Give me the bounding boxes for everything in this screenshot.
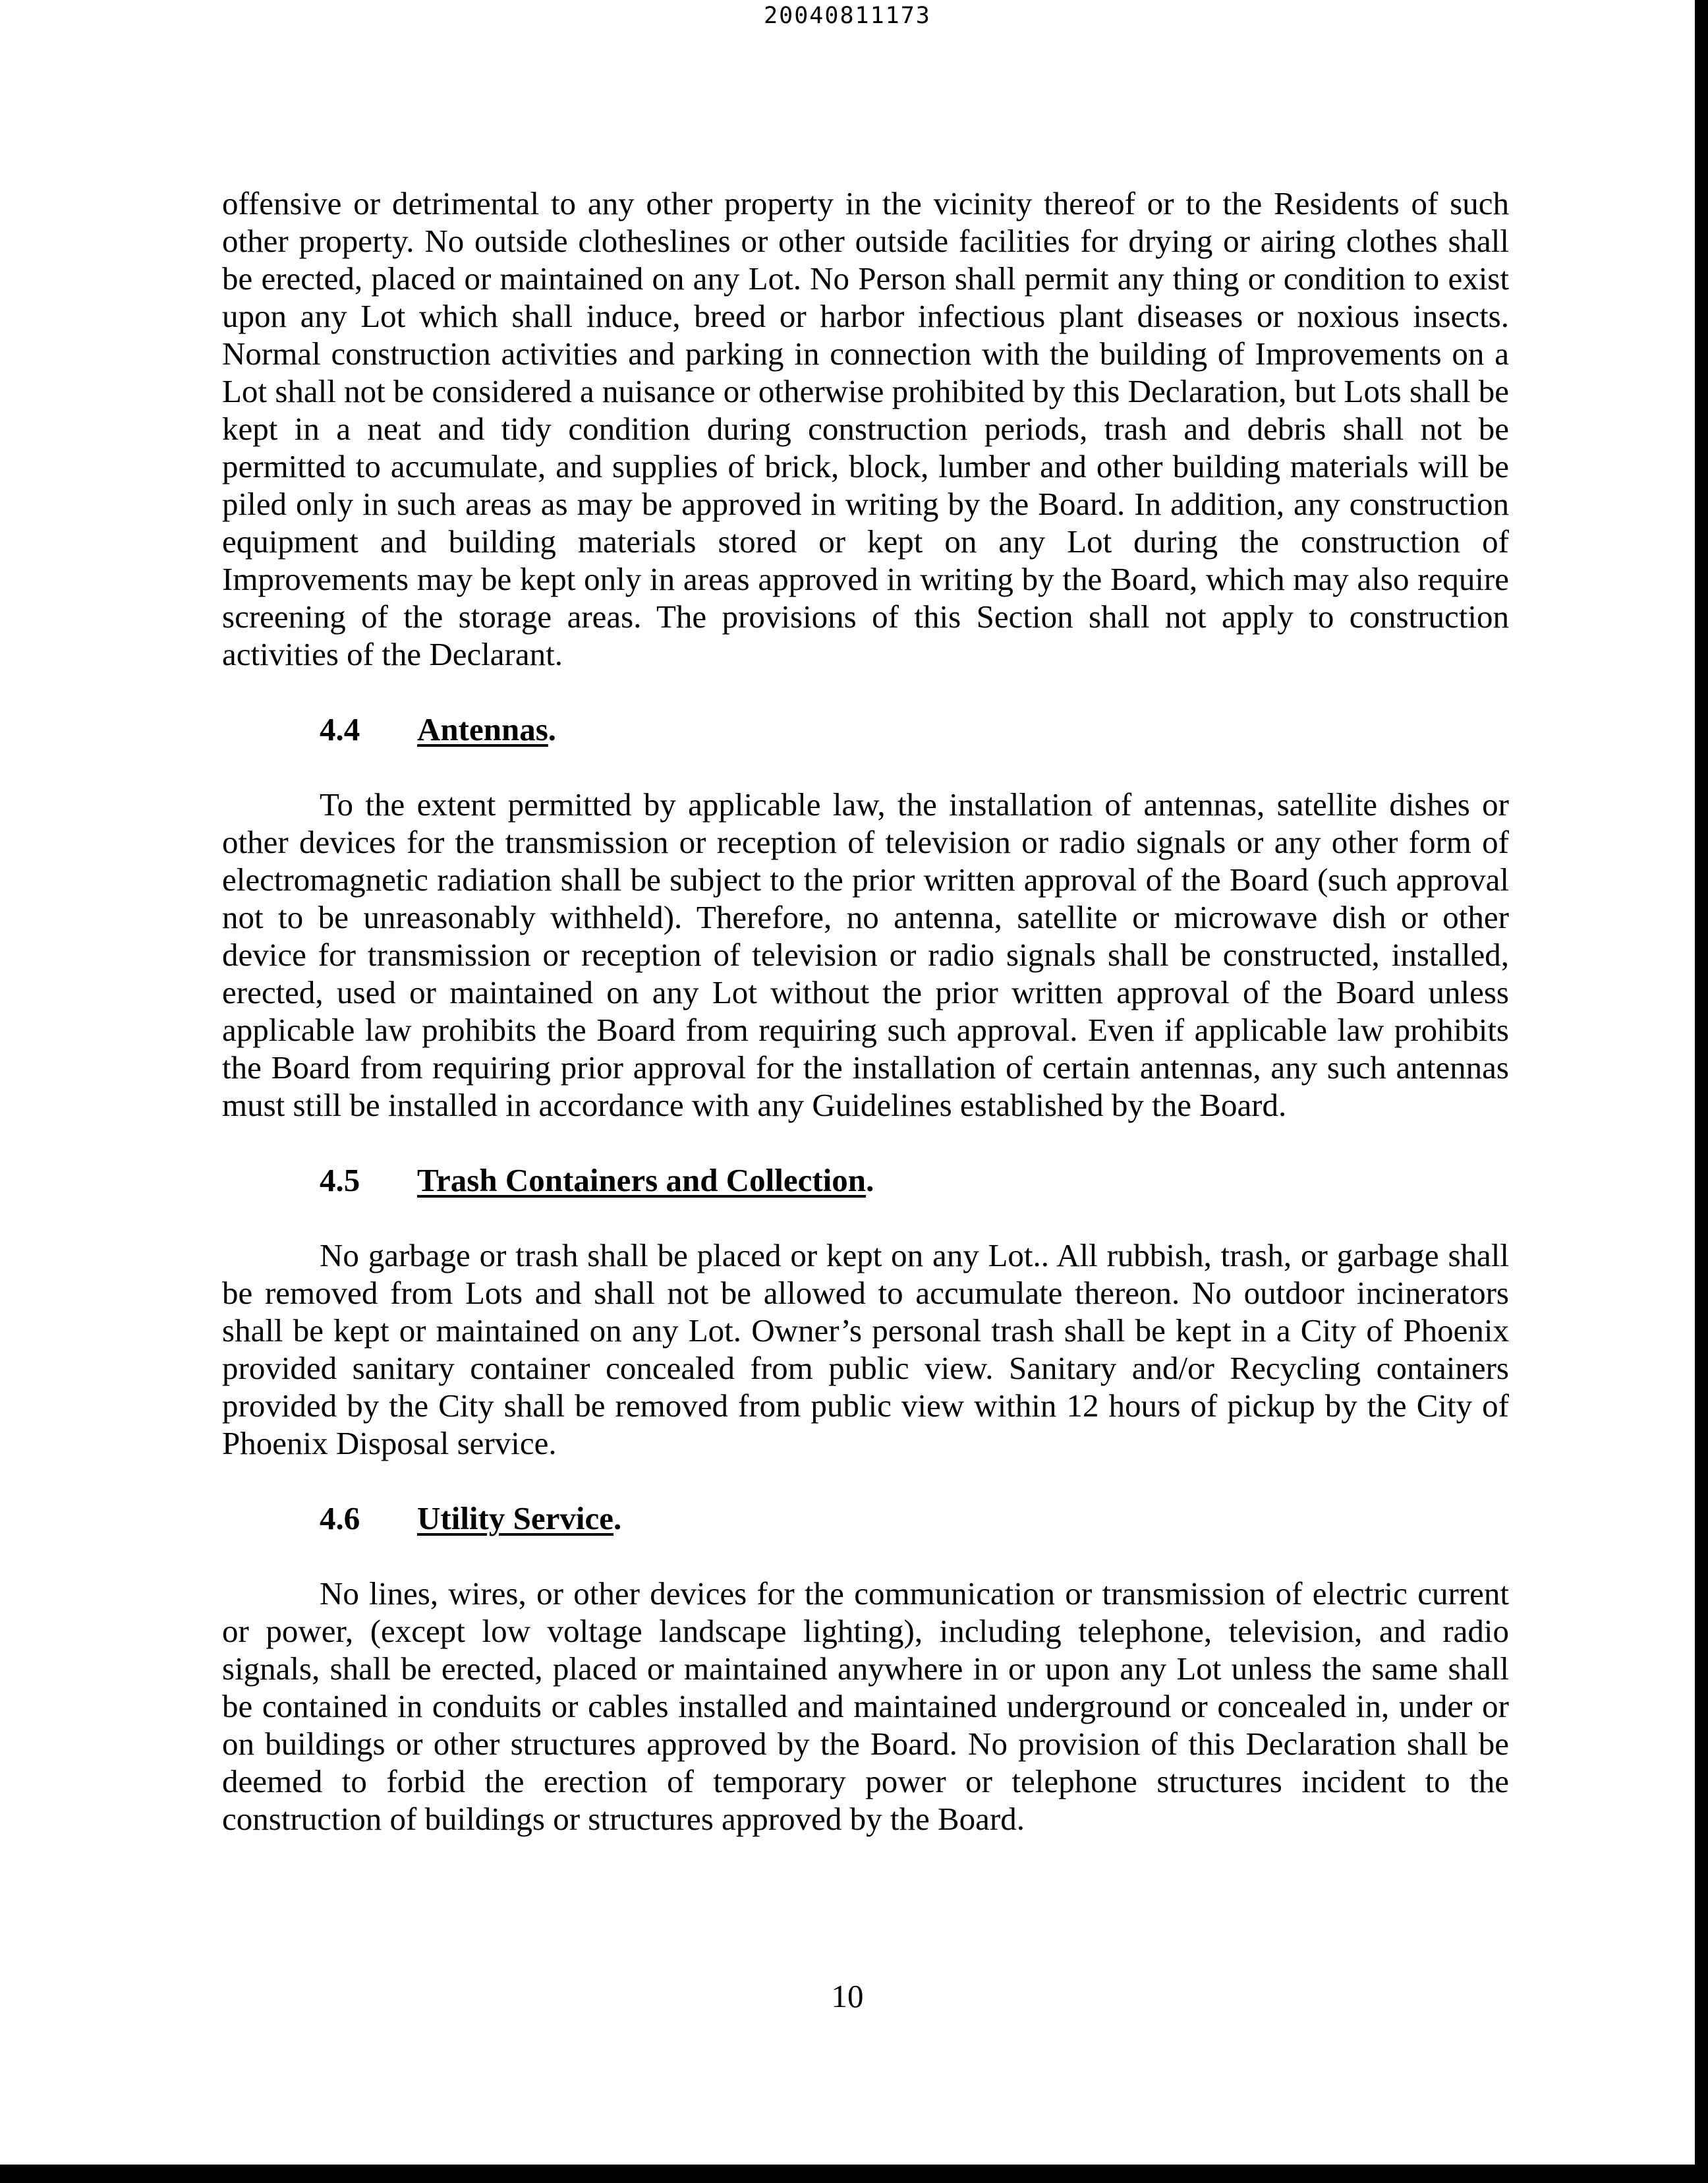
- section-number: 4.4: [320, 711, 360, 747]
- scan-border-bottom: [0, 2165, 1708, 2183]
- section-heading-4-5: [320, 1161, 1509, 1199]
- section-number: 4.6: [320, 1500, 360, 1536]
- section-number: 4.5: [320, 1162, 360, 1198]
- scan-border-right: [1695, 0, 1708, 2183]
- page-number: 10: [831, 1978, 864, 2014]
- section-body-4-5: No garbage or trash shall be placed or kept on any Lot.. All rubbish, trash, or garbage shall be removed from Lots and shall not be allowed to accumulate thereon. No outdoor incinerators shall be kept or maintained on any Lot. Owner’s personal trash shall be kept in a City of Phoenix provided sanitary container concealed from public view. Sanitary and/or Recycling containers provided by the City shall be removed from public view within 12 hours of pickup by the City of Phoenix Disposal service.: [222, 1237, 1509, 1461]
- section-body-4-6: No lines, wires, or other devices for the communication or transmission of electric current or power, (except low voltage landscape lighting), including telephone, television, and radio signals, shall be erected, placed or maintained anywhere in or upon any Lot unless the same shall be contained in conduits or cables installed and maintained underground or concealed in, under or on buildings or other structures approved by the Board. No provision of this Declaration shall be deemed to forbid the erection of temporary power or telephone structures incident to the construction of buildings or structures approved by the Board.: [222, 1575, 1509, 1837]
- section-body-4-4: To the extent permitted by applicable law, the installation of antennas, satellite dishes or other devices for the transmission or reception of television or radio signals or any other form of electromagnetic radiation shall be subject to the prior written approval of the Board (such approval not to be unreasonably withheld). Therefore, no antenna, satellite or microwave dish or other device for transmission or reception of television or radio signals shall be constructed, installed, erected, used or maintained on any Lot without the prior written approval of the Board unless applicable law prohibits the Board from requiring such approval. Even if applicable law prohibits the Board from requiring prior approval for the installation of certain antennas, any such antennas must still be installed in accordance with any Guidelines established by the Board.: [222, 786, 1509, 1123]
- section-heading-4-6: [320, 1499, 1509, 1537]
- section-title: Utility Service: [417, 1500, 613, 1536]
- section-title-terminator: .: [548, 711, 557, 747]
- section-title: Antennas: [417, 711, 548, 747]
- document-number: 20040811173: [764, 3, 931, 29]
- section-title: Trash Containers and Collection: [417, 1162, 867, 1198]
- section-title-terminator: .: [866, 1162, 874, 1198]
- continuation-paragraph: offensive or detrimental to any other property in the vicinity thereof or to the Residents of such other property. No outside clotheslines or other outside facilities for drying or airing clothes shall be erected, placed or maintained on any Lot. No Person shall permit any thing or condition to exist upon any Lot which shall induce, breed or harbor infectious plant diseases or noxious insects. Normal construction activities and parking in connection with the building of Improvements on a Lot shall not be considered a nuisance or otherwise prohibited by this Declaration, but Lots shall be kept in a neat and tidy condition during construction periods, trash and debris shall not be permitted to accumulate, and supplies of brick, block, lumber and other building materials will be piled only in such areas as may be approved in writing by the Board. In addition, any construction equipment and building materials stored or kept on any Lot during the construction of Improvements may be kept only in areas approved in writing by the Board, which may also require screening of the storage areas. The provisions of this Section shall not apply to construction activities of the Declarant.: [222, 185, 1509, 672]
- section-heading-4-4: [320, 711, 1509, 748]
- page-body: [222, 185, 1509, 1838]
- section-title-terminator: .: [613, 1500, 622, 1536]
